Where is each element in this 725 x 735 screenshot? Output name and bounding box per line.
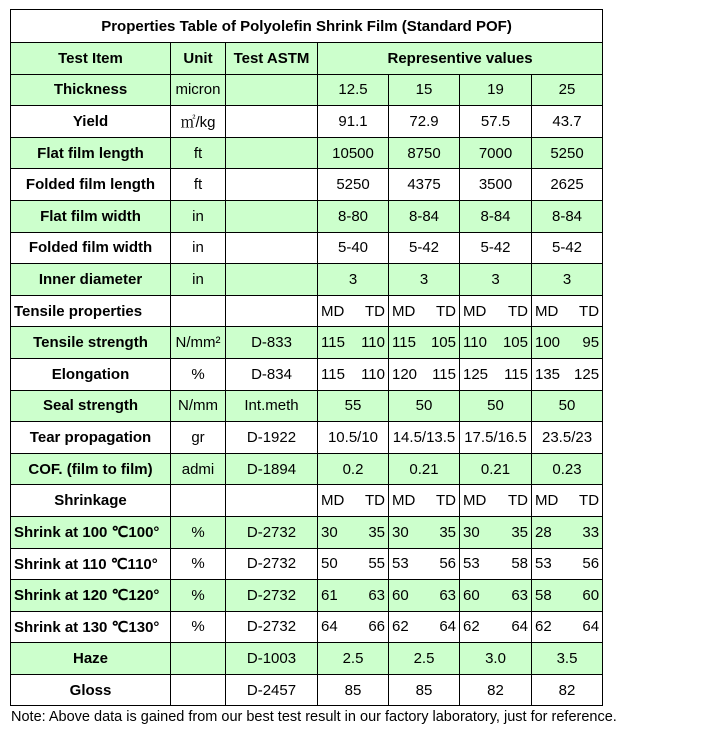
value-md: 61 <box>321 586 338 604</box>
cell-value: 19 <box>460 74 532 106</box>
value-md: MD <box>535 492 559 510</box>
cell-value-pair <box>389 295 460 327</box>
value-md: 135 <box>535 365 561 383</box>
value-td: 115 <box>504 365 528 383</box>
md-td-pair <box>532 524 602 541</box>
header-test-astm: Test ASTM <box>226 43 318 75</box>
cell-value: 5250 <box>318 169 389 201</box>
value-td: TD <box>365 492 385 510</box>
cell-test-astm: D-2732 <box>226 580 318 612</box>
cell-value-pair <box>532 358 603 390</box>
cell-test-astm: D-1922 <box>226 422 318 454</box>
md-td-pair <box>389 524 459 541</box>
cell-unit: % <box>171 580 226 612</box>
value-md: 53 <box>535 555 552 573</box>
value-td: TD <box>436 302 456 320</box>
value-md: 64 <box>321 618 338 636</box>
value-md: 115 <box>392 334 416 352</box>
header-unit: Unit <box>171 43 226 75</box>
cell-unit: N/mm <box>171 390 226 422</box>
cell-test-astm <box>226 232 318 264</box>
cell-test-astm <box>226 137 318 169</box>
table-row <box>11 358 603 390</box>
cell-value: 82 <box>532 674 603 706</box>
cell-test-astm: Int.meth <box>226 390 318 422</box>
value-md: 60 <box>392 586 409 604</box>
md-td-pair <box>532 303 602 320</box>
md-td-pair <box>460 366 531 383</box>
table-row <box>11 548 603 580</box>
cell-value-pair <box>318 358 389 390</box>
cell-value: 3 <box>318 264 389 296</box>
cell-value-pair <box>460 327 532 359</box>
cell-test-astm <box>226 264 318 296</box>
md-td-pair <box>389 334 459 351</box>
cell-test-item: Seal strength <box>11 390 171 422</box>
cell-value-pair <box>460 548 532 580</box>
cell-test-astm: D-2457 <box>226 674 318 706</box>
value-md: MD <box>392 302 416 320</box>
value-td: 60 <box>582 586 600 604</box>
cell-value: 3.5 <box>532 643 603 675</box>
header-representive-values: Representive values <box>318 43 603 75</box>
table-row <box>11 137 603 169</box>
value-md: MD <box>463 302 487 320</box>
cell-value: 8-80 <box>318 200 389 232</box>
md-td-pair <box>532 555 602 572</box>
table-row <box>11 295 603 327</box>
value-td: 33 <box>582 523 600 541</box>
cell-value-pair <box>389 358 460 390</box>
md-td-pair <box>460 303 531 320</box>
cell-test-item: Folded film length <box>11 169 171 201</box>
value-md: 120 <box>392 365 418 383</box>
cell-value: 17.5/16.5 <box>460 422 532 454</box>
cell-value: 82 <box>460 674 532 706</box>
value-md: 58 <box>535 586 552 604</box>
cell-value-pair <box>318 327 389 359</box>
md-td-pair <box>318 555 388 572</box>
cell-test-item: Shrinkage <box>11 485 171 517</box>
cell-value-pair <box>460 611 532 643</box>
cell-test-astm <box>226 74 318 106</box>
cell-value-pair <box>318 611 389 643</box>
value-td: TD <box>579 492 600 510</box>
table-row <box>11 453 603 485</box>
cell-value-pair <box>318 548 389 580</box>
cell-value: 7000 <box>460 137 532 169</box>
cell-value-pair <box>532 485 603 517</box>
cell-unit <box>171 295 226 327</box>
value-md: 30 <box>321 523 338 541</box>
value-td: 64 <box>439 618 456 636</box>
cell-test-item: Tensile properties <box>11 295 171 327</box>
value-md: 30 <box>463 523 480 541</box>
table-row <box>11 611 603 643</box>
table-row <box>11 390 603 422</box>
table-row <box>11 422 603 454</box>
cell-value: 50 <box>532 390 603 422</box>
value-md: 62 <box>463 618 480 636</box>
cell-value-pair <box>532 580 603 612</box>
cell-value: 2.5 <box>389 643 460 675</box>
value-td: 63 <box>439 586 456 604</box>
value-td: 56 <box>439 555 456 573</box>
value-md: MD <box>463 492 487 510</box>
cell-unit: N/mm² <box>171 327 226 359</box>
cell-unit <box>171 643 226 675</box>
cell-test-item: Shrink at 120 ℃120° <box>11 580 171 612</box>
cell-value: 5250 <box>532 137 603 169</box>
value-td: 66 <box>368 618 385 636</box>
value-td: TD <box>508 302 528 320</box>
cell-value-pair <box>318 580 389 612</box>
cell-value: 14.5/13.5 <box>389 422 460 454</box>
cell-value-pair <box>389 327 460 359</box>
cell-test-item: Yield <box>11 106 171 138</box>
cell-value-pair <box>460 358 532 390</box>
cell-value: 15 <box>389 74 460 106</box>
cell-unit: ft <box>171 169 226 201</box>
cell-value: 91.1 <box>318 106 389 138</box>
cell-value: 5-42 <box>532 232 603 264</box>
table-header-row <box>11 43 603 75</box>
cell-test-astm: D-2732 <box>226 611 318 643</box>
cell-value: 25 <box>532 74 603 106</box>
table-row <box>11 169 603 201</box>
cell-value: 0.21 <box>389 453 460 485</box>
cell-test-item: Inner diameter <box>11 264 171 296</box>
value-md: 115 <box>321 365 345 383</box>
cell-value-pair <box>460 580 532 612</box>
cell-value-pair <box>460 295 532 327</box>
value-td: TD <box>365 302 385 320</box>
table-row <box>11 200 603 232</box>
cell-value: 0.21 <box>460 453 532 485</box>
value-td: 63 <box>368 586 385 604</box>
cell-unit <box>171 674 226 706</box>
header-test-item: Test Item <box>11 43 171 75</box>
cell-test-astm: D-833 <box>226 327 318 359</box>
value-td: 110 <box>361 334 385 352</box>
value-td: 63 <box>511 586 528 604</box>
md-td-pair <box>389 366 459 383</box>
cell-value-pair <box>532 327 603 359</box>
value-md: 115 <box>321 334 345 352</box>
cell-test-astm <box>226 295 318 327</box>
cell-unit: in <box>171 232 226 264</box>
value-td: 105 <box>430 334 456 352</box>
table-row <box>11 580 603 612</box>
cell-value: 5-42 <box>460 232 532 264</box>
md-td-pair <box>318 492 388 509</box>
cell-test-astm <box>226 200 318 232</box>
cell-value: 8-84 <box>389 200 460 232</box>
value-md: 62 <box>535 618 552 636</box>
md-td-pair <box>532 618 602 635</box>
cell-test-astm <box>226 485 318 517</box>
cell-unit <box>171 485 226 517</box>
table-row <box>11 674 603 706</box>
cell-value: 50 <box>460 390 532 422</box>
cell-value: 55 <box>318 390 389 422</box>
cell-test-item: Tear propagation <box>11 422 171 454</box>
md-td-pair <box>532 492 602 509</box>
cell-test-item: Shrink at 100 ℃100° <box>11 516 171 548</box>
cell-test-item: Shrink at 130 ℃130° <box>11 611 171 643</box>
cell-test-astm <box>226 169 318 201</box>
value-md: MD <box>392 492 416 510</box>
cell-test-astm: D-1003 <box>226 643 318 675</box>
md-td-pair <box>389 555 459 572</box>
table-title: Properties Table of Polyolefin Shrink Film (Standard POF) <box>11 10 603 43</box>
cell-value: 0.2 <box>318 453 389 485</box>
cell-test-item: Thickness <box>11 74 171 106</box>
md-td-pair <box>460 524 531 541</box>
cell-value: 8750 <box>389 137 460 169</box>
cell-unit: admi <box>171 453 226 485</box>
value-td: 35 <box>368 523 385 541</box>
value-md: MD <box>321 302 345 320</box>
value-md: 62 <box>392 618 409 636</box>
cell-value: 85 <box>318 674 389 706</box>
cell-unit: % <box>171 548 226 580</box>
cell-test-item: Folded film width <box>11 232 171 264</box>
cell-test-item: Gloss <box>11 674 171 706</box>
cell-value: 3 <box>460 264 532 296</box>
cell-value-pair <box>389 548 460 580</box>
value-td: 115 <box>432 365 456 383</box>
value-md: 53 <box>463 555 480 573</box>
cell-unit: % <box>171 516 226 548</box>
cell-value-pair <box>389 485 460 517</box>
value-md: 30 <box>392 523 409 541</box>
cell-value: 3 <box>389 264 460 296</box>
cell-value: 3500 <box>460 169 532 201</box>
cell-value: 50 <box>389 390 460 422</box>
cell-value-pair <box>532 611 603 643</box>
cell-value: 57.5 <box>460 106 532 138</box>
cell-test-item: Elongation <box>11 358 171 390</box>
cell-value: 2.5 <box>318 643 389 675</box>
cell-value: 85 <box>389 674 460 706</box>
value-md: MD <box>321 492 345 510</box>
md-td-pair <box>318 524 388 541</box>
cell-value: 12.5 <box>318 74 389 106</box>
cell-value-pair <box>318 516 389 548</box>
cell-value: 4375 <box>389 169 460 201</box>
table-row <box>11 264 603 296</box>
cell-test-item: Flat film width <box>11 200 171 232</box>
cell-unit: ㎡/kg <box>171 106 226 138</box>
cell-unit: in <box>171 264 226 296</box>
md-td-pair <box>389 303 459 320</box>
cell-unit: gr <box>171 422 226 454</box>
md-td-pair <box>318 366 388 383</box>
cell-value: 0.23 <box>532 453 603 485</box>
cell-unit: % <box>171 358 226 390</box>
cell-test-astm: D-2732 <box>226 548 318 580</box>
value-md: MD <box>535 302 559 320</box>
cell-value: 3.0 <box>460 643 532 675</box>
cell-value: 5-42 <box>389 232 460 264</box>
cell-value-pair <box>389 611 460 643</box>
value-md: 60 <box>463 586 480 604</box>
cell-test-item: Haze <box>11 643 171 675</box>
md-td-pair <box>532 366 602 383</box>
cell-value-pair <box>460 485 532 517</box>
value-td: 58 <box>511 555 528 573</box>
cell-value-pair <box>389 516 460 548</box>
cell-value: 2625 <box>532 169 603 201</box>
value-td: 35 <box>439 523 456 541</box>
md-td-pair <box>318 618 388 635</box>
cell-value: 43.7 <box>532 106 603 138</box>
value-td: 110 <box>361 365 385 383</box>
cell-test-astm: D-1894 <box>226 453 318 485</box>
table-row <box>11 485 603 517</box>
cell-value-pair <box>460 516 532 548</box>
value-md: 100 <box>535 334 561 352</box>
cell-unit: micron <box>171 74 226 106</box>
cell-value: 5-40 <box>318 232 389 264</box>
value-td: TD <box>508 492 528 510</box>
md-td-pair <box>460 618 531 635</box>
value-td: 55 <box>368 555 385 573</box>
value-td: 64 <box>582 618 600 636</box>
cell-value: 8-84 <box>532 200 603 232</box>
cell-value: 3 <box>532 264 603 296</box>
value-md: 110 <box>463 334 487 352</box>
md-td-pair <box>460 587 531 604</box>
value-td: 64 <box>511 618 528 636</box>
cell-value: 72.9 <box>389 106 460 138</box>
table-row <box>11 74 603 106</box>
cell-test-item: Flat film length <box>11 137 171 169</box>
table-row <box>11 643 603 675</box>
cell-value-pair <box>532 516 603 548</box>
value-td: 125 <box>574 365 600 383</box>
cell-value-pair <box>318 295 389 327</box>
table-row <box>11 516 603 548</box>
value-td: 105 <box>502 334 528 352</box>
cell-value: 23.5/23 <box>532 422 603 454</box>
cell-test-item: Shrink at 110 ℃110° <box>11 548 171 580</box>
cell-value-pair <box>532 548 603 580</box>
md-td-pair <box>389 492 459 509</box>
cell-unit: ft <box>171 137 226 169</box>
cell-test-item: Tensile strength <box>11 327 171 359</box>
md-td-pair <box>318 587 388 604</box>
md-td-pair <box>460 555 531 572</box>
properties-table <box>10 9 603 706</box>
value-md: 53 <box>392 555 409 573</box>
table-row <box>11 106 603 138</box>
value-td: TD <box>436 492 456 510</box>
md-td-pair <box>460 334 531 351</box>
cell-value: 8-84 <box>460 200 532 232</box>
table-row <box>11 327 603 359</box>
value-md: 50 <box>321 555 338 573</box>
cell-test-astm <box>226 106 318 138</box>
value-td: TD <box>579 302 600 320</box>
cell-test-astm: D-834 <box>226 358 318 390</box>
md-td-pair <box>389 587 459 604</box>
md-td-pair <box>389 618 459 635</box>
md-td-pair <box>318 303 388 320</box>
cell-value-pair <box>389 580 460 612</box>
cell-test-astm: D-2732 <box>226 516 318 548</box>
cell-test-item: COF. (film to film) <box>11 453 171 485</box>
md-td-pair <box>460 492 531 509</box>
md-td-pair <box>532 334 602 351</box>
cell-value-pair <box>318 485 389 517</box>
value-td: 35 <box>511 523 528 541</box>
value-md: 28 <box>535 523 552 541</box>
cell-value-pair <box>532 295 603 327</box>
value-td: 56 <box>582 555 600 573</box>
md-td-pair <box>318 334 388 351</box>
cell-unit: % <box>171 611 226 643</box>
value-md: 125 <box>463 365 489 383</box>
md-td-pair <box>532 587 602 604</box>
cell-value: 10.5/10 <box>318 422 389 454</box>
cell-value: 10500 <box>318 137 389 169</box>
value-td: 95 <box>582 334 600 352</box>
footnote: Note: Above data is gained from our best test result in our factory laboratory, just for reference. <box>11 709 617 725</box>
table-row <box>11 232 603 264</box>
table-title-row <box>11 10 603 43</box>
cell-unit: in <box>171 200 226 232</box>
